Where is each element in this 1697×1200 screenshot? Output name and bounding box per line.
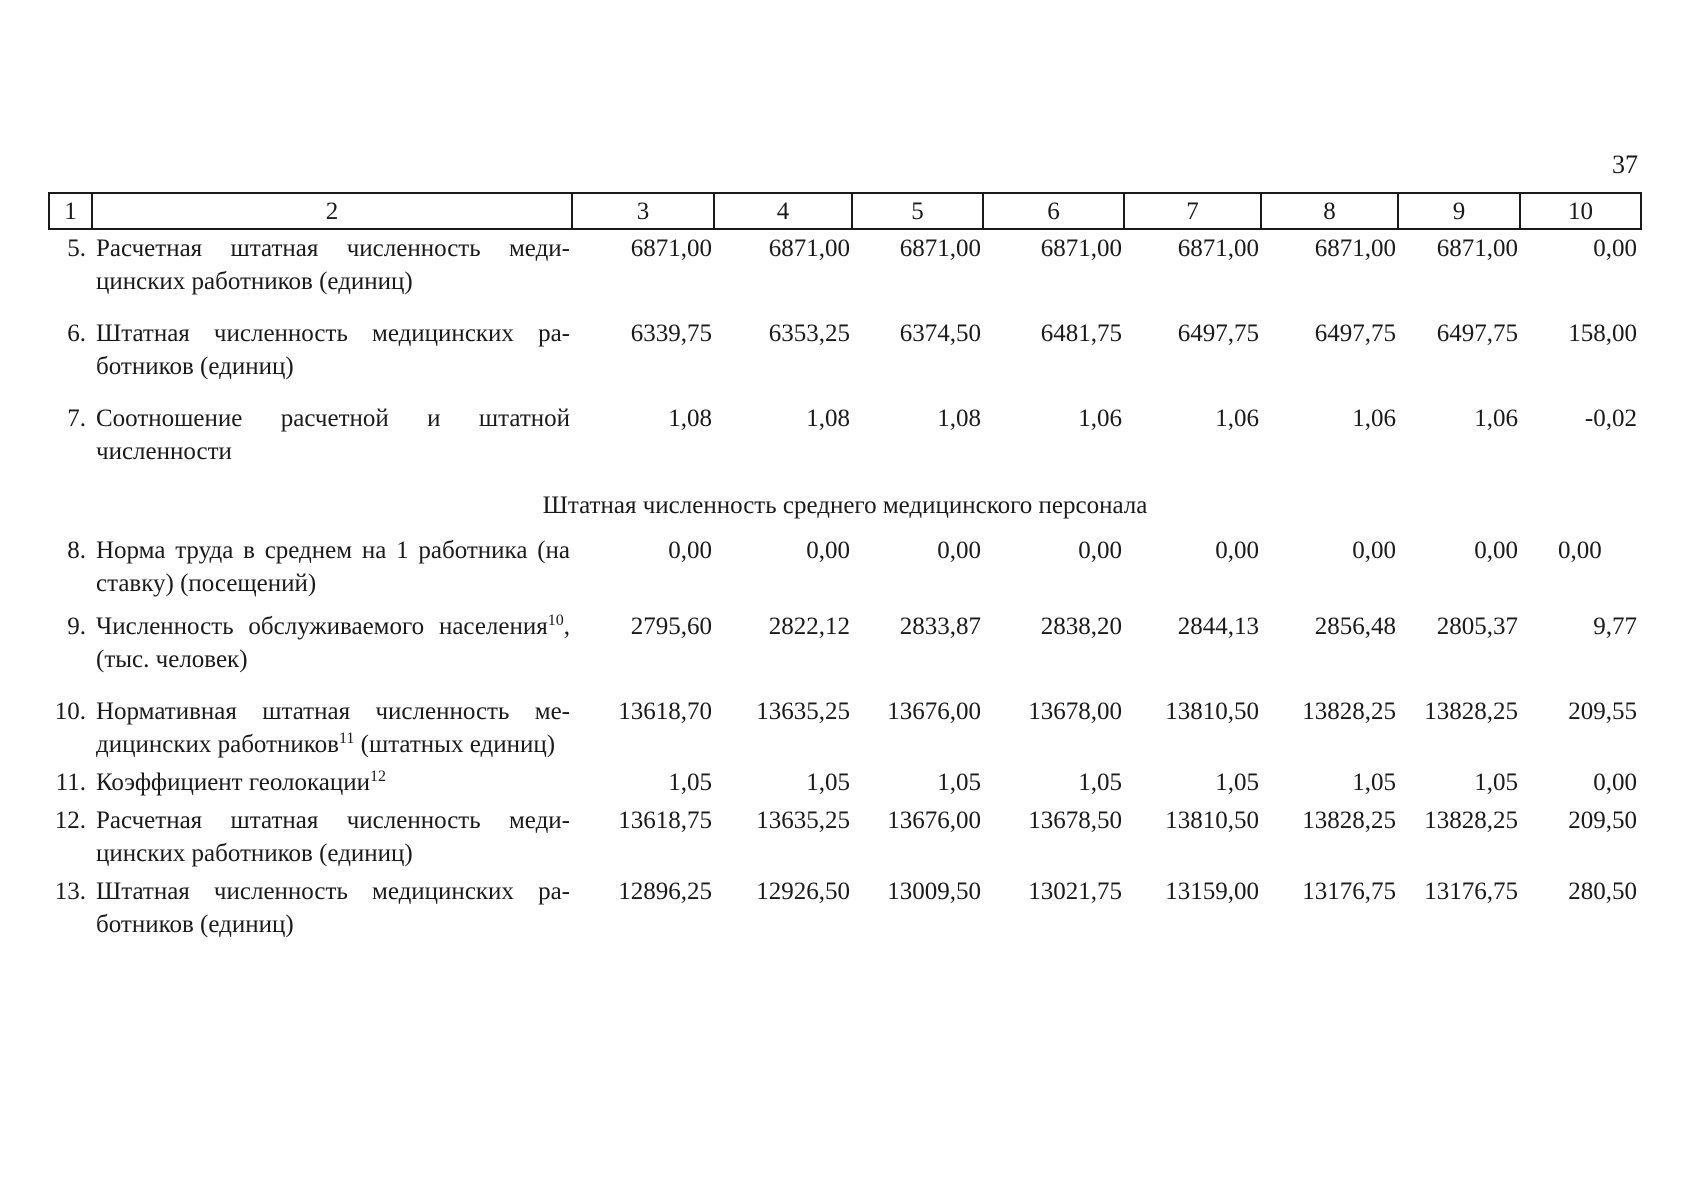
table-row xyxy=(49,873,1641,941)
cell-value: 13810,50 xyxy=(1165,698,1259,725)
header-cell-6: 6 xyxy=(983,193,1124,229)
cell-value: 6871,00 xyxy=(1177,235,1259,262)
cell-value: 6871,00 xyxy=(899,235,981,262)
cell-value: 13021,75 xyxy=(1028,878,1122,905)
cell-value: 2795,60 xyxy=(630,613,712,640)
row-label-text: Численность обслуживаемого населения xyxy=(96,613,548,640)
table-row xyxy=(49,693,1641,764)
cell-value: 12896,25 xyxy=(618,878,712,905)
cell-value: 13828,25 xyxy=(1424,698,1518,725)
row-label-suffix: (штатных единиц) xyxy=(354,731,556,758)
row-number: 6. xyxy=(67,320,86,347)
cell-value: -0,02 xyxy=(1584,405,1637,432)
cell-value: 1,08 xyxy=(668,405,712,432)
row-label: Штатная численность медицинских работников (единиц) xyxy=(96,878,570,938)
cell-value: 12926,50 xyxy=(756,878,850,905)
cell-value: 13176,75 xyxy=(1302,878,1396,905)
cell-value: 2838,20 xyxy=(1040,613,1122,640)
row-number: 7. xyxy=(67,405,86,432)
cell-value: 1,05 xyxy=(1352,769,1396,796)
header-cell-3: 3 xyxy=(572,193,714,229)
header-row xyxy=(49,193,1641,229)
cell-value: 2805,37 xyxy=(1436,613,1518,640)
cell-value: 2844,13 xyxy=(1177,613,1259,640)
cell-value: 9,77 xyxy=(1593,613,1637,640)
cell-value: 1,08 xyxy=(937,405,981,432)
section-row xyxy=(49,485,1641,532)
cell-value: 13828,25 xyxy=(1302,807,1396,834)
row-label: Норма труда в среднем на 1 работника (на ставку) (посещений) xyxy=(96,537,570,597)
header-cell-9: 9 xyxy=(1398,193,1520,229)
cell-value: 2856,48 xyxy=(1314,613,1396,640)
table-row xyxy=(49,229,1641,315)
row-label: Соотношение расчетной и штатной численности xyxy=(96,405,570,465)
footnote-ref: 12 xyxy=(370,768,387,785)
row-label xyxy=(92,608,572,693)
cell-value: 0,00 xyxy=(668,537,712,564)
row-label: Расчетная штатная численность медицинских работников (единиц) xyxy=(96,235,570,295)
footnote-ref: 11 xyxy=(338,730,355,747)
table-row xyxy=(49,315,1641,400)
cell-value: 6871,00 xyxy=(1040,235,1122,262)
cell-value: 6871,00 xyxy=(630,235,712,262)
header-cell-1: 1 xyxy=(49,193,92,229)
cell-value: 13176,75 xyxy=(1424,878,1518,905)
cell-value: 13678,00 xyxy=(1028,698,1122,725)
table-row xyxy=(49,532,1641,608)
cell-value: 13159,00 xyxy=(1165,878,1259,905)
row-label: Штатная численность медицинских работников (единиц) xyxy=(96,320,570,380)
cell-value: 13810,50 xyxy=(1165,807,1259,834)
table-header xyxy=(49,193,1641,229)
header-cell-7: 7 xyxy=(1124,193,1261,229)
cell-value: 0,00 xyxy=(937,537,981,564)
cell-value: 1,05 xyxy=(1078,769,1122,796)
cell-value: 13678,50 xyxy=(1028,807,1122,834)
cell-value: 6871,00 xyxy=(768,235,850,262)
row-number: 8. xyxy=(67,537,86,564)
cell-value: 6497,75 xyxy=(1314,320,1396,347)
cell-value: 6353,25 xyxy=(768,320,850,347)
header-cell-8: 8 xyxy=(1261,193,1398,229)
cell-value: 1,06 xyxy=(1078,405,1122,432)
cell-value: 1,05 xyxy=(1215,769,1259,796)
cell-value: 1,05 xyxy=(937,769,981,796)
row-number: 10. xyxy=(54,698,86,725)
cell-value: 6871,00 xyxy=(1436,235,1518,262)
cell-value: 280,50 xyxy=(1568,878,1637,905)
cell-value: 13828,25 xyxy=(1302,698,1396,725)
cell-value: 6481,75 xyxy=(1040,320,1122,347)
section-title: Штатная численность среднего медицинского персонала xyxy=(542,492,1148,519)
cell-value: 13618,70 xyxy=(618,698,712,725)
cell-value: 1,06 xyxy=(1352,405,1396,432)
row-number: 13. xyxy=(54,878,86,905)
cell-value: 1,06 xyxy=(1474,405,1518,432)
cell-value: 0,00 xyxy=(1474,537,1518,564)
cell-value: 0,00 xyxy=(1558,537,1602,564)
cell-value: 13676,00 xyxy=(887,807,981,834)
table-row xyxy=(49,764,1641,802)
header-cell-5: 5 xyxy=(852,193,983,229)
row-number: 5. xyxy=(67,235,86,262)
row-label-suffix: , (тыс. человек) xyxy=(96,613,570,673)
row-label-text: Нормативная штатная численность медицинских работников xyxy=(96,698,570,758)
cell-value: 6497,75 xyxy=(1177,320,1259,347)
cell-value: 209,50 xyxy=(1568,807,1637,834)
row-number: 9. xyxy=(67,613,86,640)
table-row xyxy=(49,400,1641,485)
table-row xyxy=(49,802,1641,873)
cell-value: 0,00 xyxy=(806,537,850,564)
cell-value: 1,08 xyxy=(806,405,850,432)
cell-value: 6374,50 xyxy=(899,320,981,347)
cell-value: 13009,50 xyxy=(887,878,981,905)
cell-value: 1,05 xyxy=(668,769,712,796)
table-body xyxy=(49,229,1641,941)
cell-value: 13635,25 xyxy=(756,807,850,834)
header-cell-2: 2 xyxy=(92,193,572,229)
cell-value: 13828,25 xyxy=(1424,807,1518,834)
cell-value: 2822,12 xyxy=(768,613,850,640)
cell-value: 13618,75 xyxy=(618,807,712,834)
table-row xyxy=(49,608,1641,693)
header-cell-4: 4 xyxy=(714,193,852,229)
cell-value: 6339,75 xyxy=(630,320,712,347)
header-cell-10: 10 xyxy=(1520,193,1641,229)
cell-value: 0,00 xyxy=(1352,537,1396,564)
cell-value: 13676,00 xyxy=(887,698,981,725)
cell-value: 1,05 xyxy=(1474,769,1518,796)
cell-value: 0,00 xyxy=(1078,537,1122,564)
row-number: 11. xyxy=(55,769,86,796)
cell-value: 6871,00 xyxy=(1314,235,1396,262)
data-table xyxy=(48,192,1642,941)
row-label xyxy=(92,764,572,802)
footnote-ref: 10 xyxy=(547,612,564,629)
row-label: Расчетная штатная численность медицинских работников (единиц) xyxy=(96,807,570,867)
cell-value: 0,00 xyxy=(1215,537,1259,564)
cell-value: 0,00 xyxy=(1593,235,1637,262)
cell-value: 209,55 xyxy=(1568,698,1637,725)
row-label xyxy=(92,693,572,764)
row-number: 12. xyxy=(54,807,86,834)
cell-value: 6497,75 xyxy=(1436,320,1518,347)
cell-value: 158,00 xyxy=(1568,320,1637,347)
cell-value: 1,05 xyxy=(806,769,850,796)
cell-value: 2833,87 xyxy=(899,613,981,640)
page-number: 37 xyxy=(1612,150,1638,179)
cell-value: 1,06 xyxy=(1215,405,1259,432)
cell-value: 13635,25 xyxy=(756,698,850,725)
cell-value: 0,00 xyxy=(1593,769,1637,796)
row-label-text: Коэффициент геолокации xyxy=(96,769,371,796)
